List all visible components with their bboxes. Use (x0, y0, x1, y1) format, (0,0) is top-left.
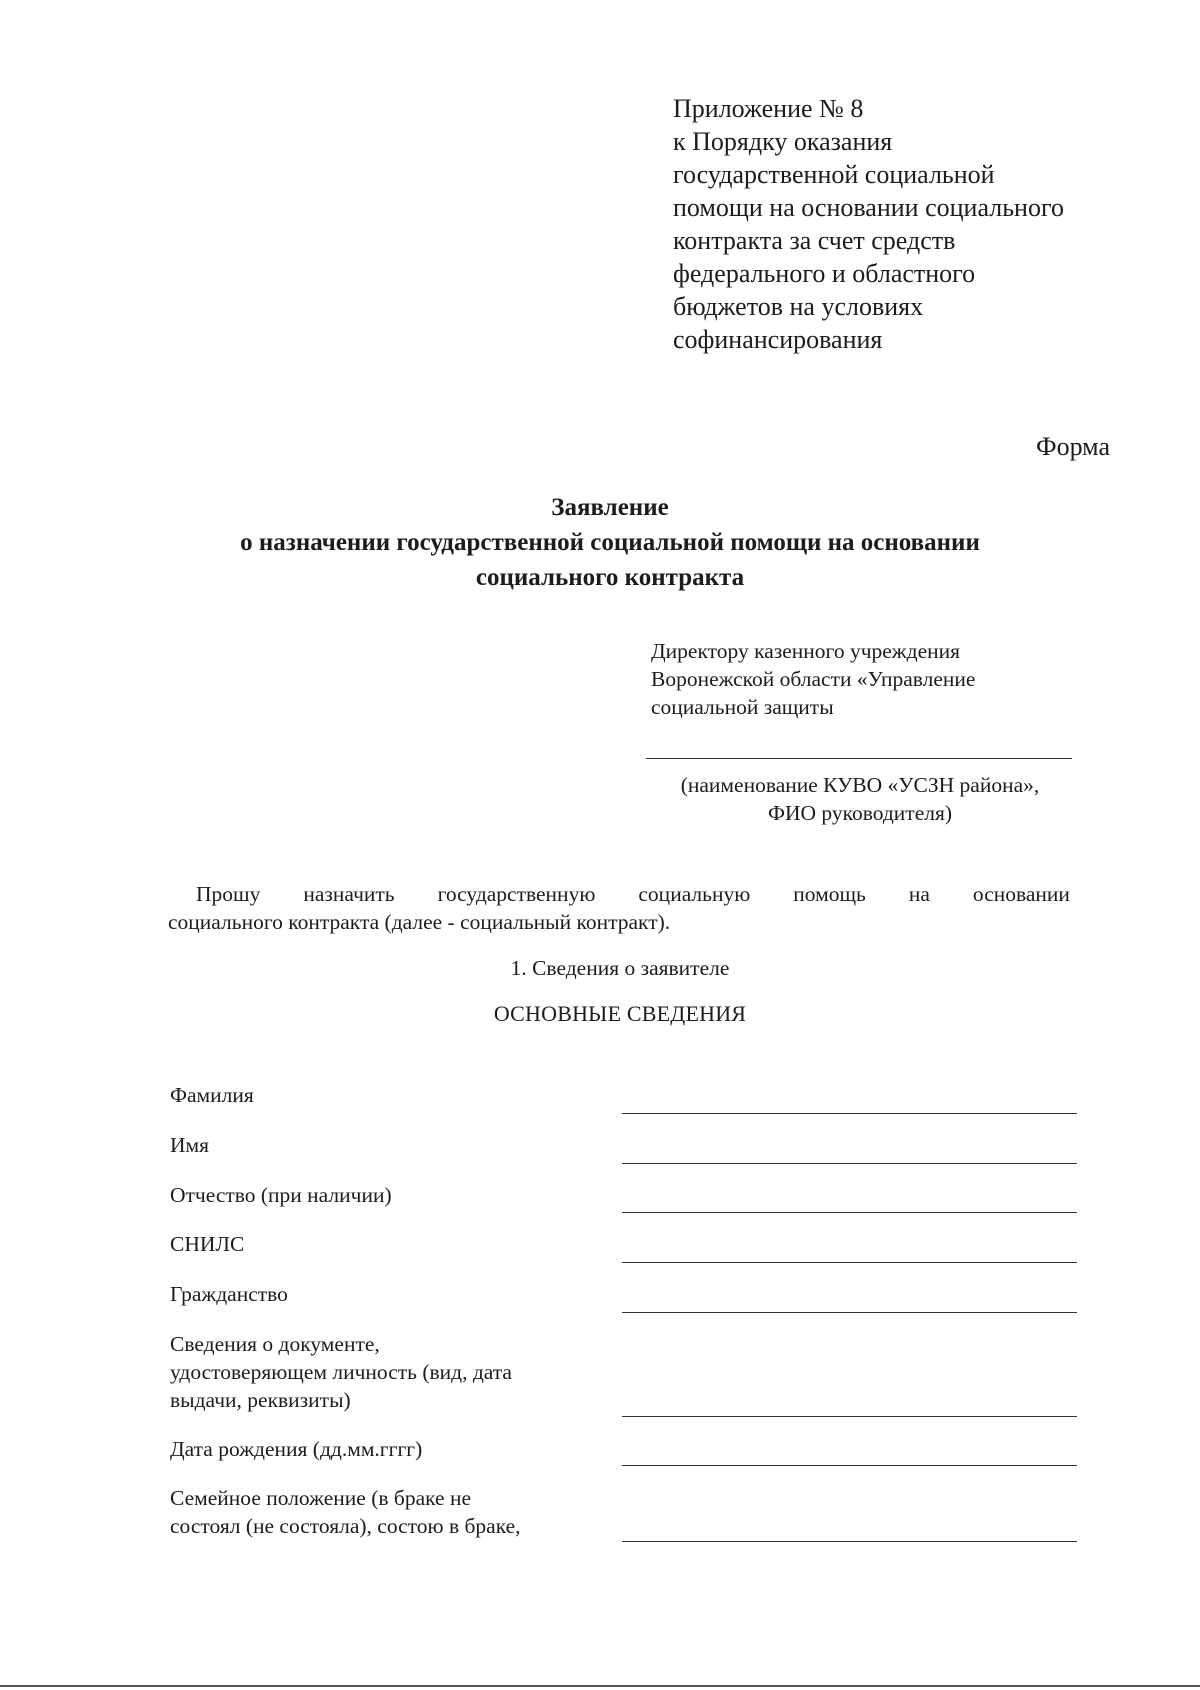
title-line: Заявление (551, 494, 669, 521)
appendix-line: софинансирования (673, 325, 883, 354)
appendix-line: помощи на основании социального (673, 193, 1064, 222)
field-label-line: СНИЛС (170, 1232, 245, 1256)
addressee-fill-line[interactable] (646, 758, 1072, 759)
field-label-line: Дата рождения (дд.мм.гггг) (170, 1437, 423, 1461)
appendix-line: контракта за счет средств (673, 226, 956, 255)
field-label-citizenship (170, 1280, 590, 1308)
addressee-line: Воронежской области «Управление (651, 667, 976, 691)
request-word: государственную (437, 882, 596, 906)
field-line-marital-status[interactable] (622, 1541, 1077, 1542)
request-word: Прошу (196, 882, 261, 906)
request-word: социальную (638, 882, 751, 906)
appendix-line: государственной социальной (673, 160, 995, 189)
document-title (150, 490, 1070, 595)
request-second-line: социального контракта (далее - социальный контракт). (168, 910, 671, 934)
field-label-line: Имя (170, 1133, 210, 1157)
field-label-line: Отчество (при наличии) (170, 1183, 392, 1207)
field-label-snils (170, 1230, 590, 1258)
field-line-citizenship[interactable] (622, 1312, 1077, 1313)
form-label: Форма (1036, 432, 1110, 461)
section-heading: 1. Сведения о заявителе (510, 956, 730, 980)
appendix-line: бюджетов на условиях (673, 292, 924, 321)
field-label-birth-date (170, 1435, 590, 1463)
field-label-surname (170, 1081, 590, 1109)
addressee-note-line: (наименование КУВО «УСЗН района», (680, 773, 1040, 797)
appendix-line: Приложение № 8 (673, 94, 864, 123)
field-label-patronymic (170, 1181, 590, 1209)
page-bottom-rule (0, 1685, 1200, 1687)
field-label-line: Гражданство (170, 1282, 288, 1306)
appendix-line: к Порядку оказания (673, 127, 893, 156)
field-line-name[interactable] (622, 1163, 1077, 1164)
field-label-id-document (170, 1330, 590, 1414)
addressee-note (640, 771, 1080, 827)
section-subheading: ОСНОВНЫЕ СВЕДЕНИЯ (493, 1001, 747, 1026)
request-paragraph (168, 880, 1070, 936)
request-first-line (168, 880, 1070, 908)
title-line: социального контракта (475, 564, 745, 591)
field-line-surname[interactable] (622, 1113, 1077, 1114)
field-label-name (170, 1131, 590, 1159)
field-label-marital-status (170, 1484, 590, 1540)
request-word: помощь (793, 882, 866, 906)
addressee-block (651, 637, 1101, 721)
field-line-id-document[interactable] (622, 1416, 1077, 1417)
field-label-line: Сведения о документе, (170, 1332, 380, 1356)
field-label-line: удостоверяющем личность (вид, дата (170, 1360, 512, 1384)
field-line-birth-date[interactable] (622, 1465, 1077, 1466)
appendix-line: федерального и областного (673, 259, 976, 288)
title-line: о назначении государственной социальной помощи на основании (240, 529, 980, 556)
addressee-line: социальной защиты (651, 695, 834, 719)
field-line-snils[interactable] (622, 1262, 1077, 1263)
field-line-patronymic[interactable] (622, 1212, 1077, 1213)
request-word: основании (972, 882, 1070, 906)
field-label-line: Фамилия (170, 1083, 254, 1107)
addressee-note-line: ФИО руководителя) (767, 801, 953, 825)
appendix-header (673, 92, 1123, 356)
addressee-line: Директору казенного учреждения (651, 639, 961, 663)
field-label-line: Семейное положение (в браке не (170, 1486, 471, 1510)
request-word: назначить (303, 882, 395, 906)
request-word: на (908, 882, 930, 906)
field-label-line: выдачи, реквизиты) (170, 1388, 351, 1412)
field-label-line: состоял (не состояла), состою в браке, (170, 1514, 521, 1538)
